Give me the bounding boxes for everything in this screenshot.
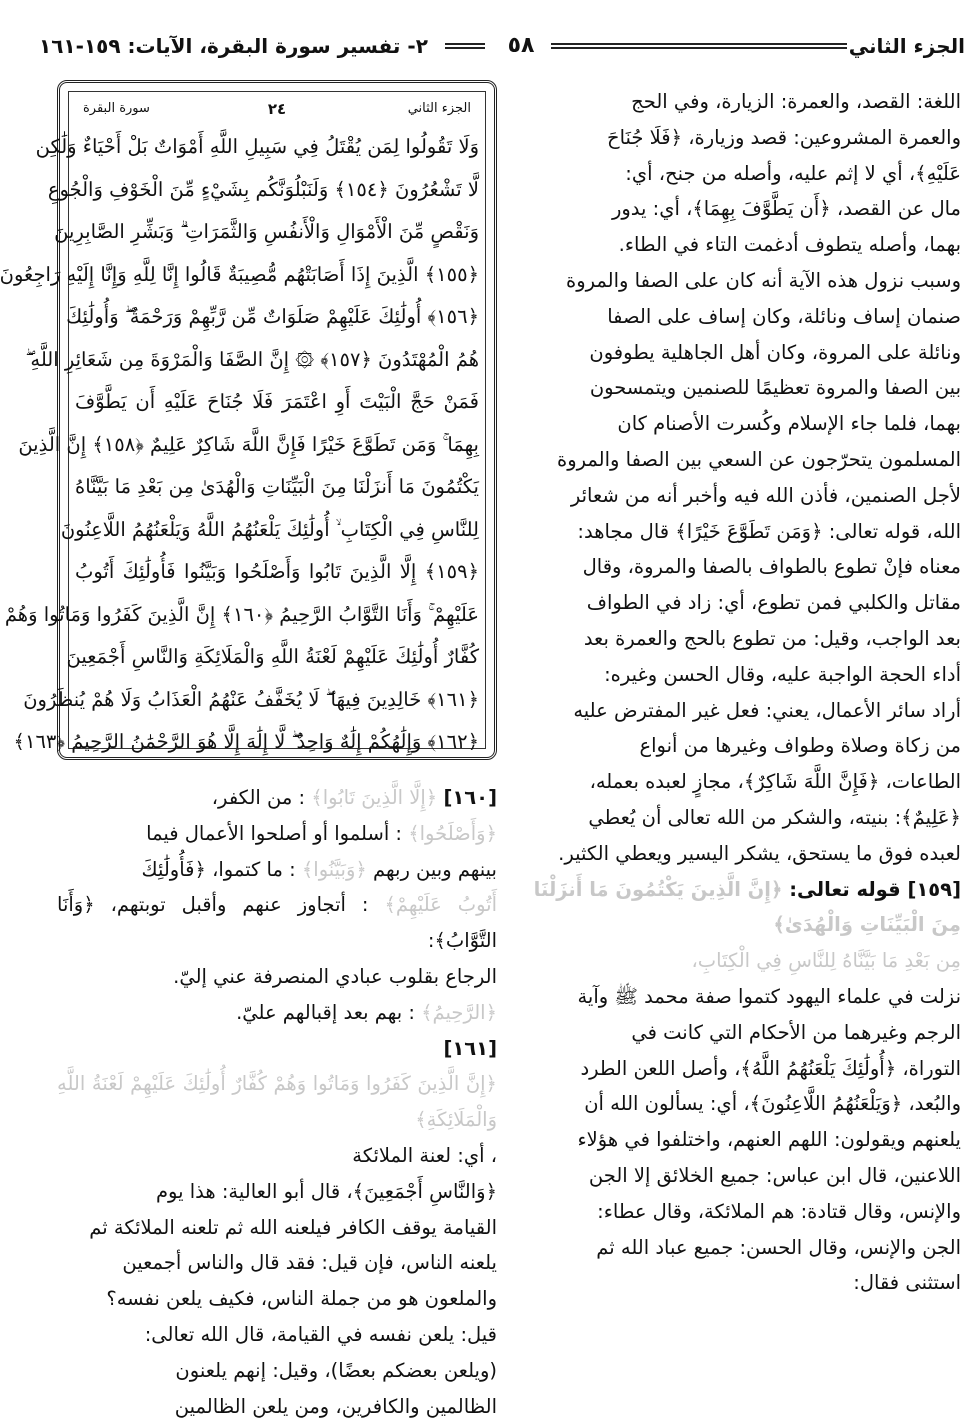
- verse-159-label: [١٥٩] قوله تعالى:: [789, 877, 961, 901]
- text-line: ﴿عَلِيمٌ﴾: بنيته، والشكر من الله تعالى أن يُعطي: [588, 805, 961, 829]
- commentary-left-column: [57, 780, 497, 1424]
- verse-160-line: [57, 816, 497, 852]
- quran-line: ﴿١٥٦﴾ أُولَٰئِكَ عَلَيْهِمْ صَلَوَاتٌ مِّن رَّبِّهِمْ وَرَحْمَةٌ ۖ وَأُولَٰئِكَ: [66, 305, 479, 328]
- text-line: اللاعنين، قال ابن عباس: جميع الخلائق إلا الجن: [588, 1163, 961, 1187]
- mushaf-page-number: ٢٤: [267, 100, 287, 118]
- verse-160-gloss: : من الكفر،: [211, 786, 306, 809]
- text-line: بعد الواجب، وقيل: من تطوع بالحج والعمرة بعد: [583, 626, 961, 650]
- verse-160-gloss: : أسلموا أو أصلحوا الأعمال فيما: [146, 821, 403, 845]
- text-line: وسبب نزول هذه الآية أنه كان على الصفا والمروة: [565, 268, 961, 292]
- quran-line: عَلَيْهِمْ ۚ وَأَنَا التَّوَّابُ الرَّحِيمُ ﴿١٦٠﴾ إِنَّ الَّذِينَ كَفَرُوا وَمَاتُوا وَهُمْ: [4, 602, 479, 626]
- verse-160-line: [57, 780, 497, 816]
- verse-159-heading: [513, 872, 961, 944]
- verse-160-line: [57, 852, 497, 888]
- text-line: ونائلة على المروة، وكان أهل الجاهلية يطوفون: [589, 340, 961, 364]
- mushaf-surah-label: سورة البقرة: [83, 101, 150, 116]
- mushaf-juz-label: الجزء الثاني: [407, 101, 471, 116]
- text-line: لأجل الصنمين، فأذن الله فيه وأخبر أنه من شعائر: [570, 483, 961, 507]
- page-number: ٥٨: [507, 33, 535, 58]
- text-line: يلعنه الناس، فإن قيل: فقد قال والناس أجمعين: [122, 1251, 497, 1275]
- commentary-right-column: [513, 84, 961, 1301]
- verse-160-gloss: : بهم بعد إقبالهم عليّ.: [236, 1000, 415, 1024]
- text-line: الطاعات، ﴿فَإِنَّ اللَّهَ شَاكِرٌ﴾، مجازٍ لعبده بعمله،: [589, 770, 961, 794]
- verse-160-line: [57, 887, 497, 959]
- text-line: والملعون هو من جملة الناس، فكيف يلعن نفسه؟: [106, 1287, 497, 1311]
- text-line: والإنس، وقال قتادة: هم الملائكة، وقال عطاء:: [597, 1199, 961, 1223]
- quran-line: وَنَقْصٍ مِّنَ الْأَمْوَالِ وَالْأَنفُسِ وَالثَّمَرَاتِ ۗ وَبَشِّرِ الصَّابِرِينَ: [54, 220, 479, 243]
- quran-line: وَلَا تَقُولُوا لِمَن يُقْتَلُ فِي سَبِيلِ اللَّهِ أَمْوَاتٌ بَلْ أَحْيَاءٌ وَلَٰكِن: [35, 135, 479, 158]
- verse-160-faint-text: ﴿وَبَيَّنُوا﴾: [301, 857, 367, 881]
- text-line: بين الصفا والمروة تعظيمًا للصنمين ويتمسحون: [589, 376, 961, 400]
- mushaf-header: [79, 98, 475, 120]
- mushaf-page-box: [0, 80, 497, 760]
- text-line: أراد سائر الأعمال، يعني: فعل غير المفترض عليه: [573, 698, 961, 722]
- text-line: الظالمين والكافرين، ومن يلعن الظالمين: [174, 1394, 497, 1418]
- quran-line: ﴿١٥٩﴾ إِلَّا الَّذِينَ تَابُوا وَأَصْلَحُوا وَبَيَّنُوا فَأُولَٰئِكَ أَتُوبُ: [75, 560, 479, 583]
- text-line: يلعنهم ويقولون: اللهم العنهم، واختلفوا في هؤلاء: [577, 1128, 961, 1152]
- text-line: القيامة يوقف الكافر فيلعنه الله ثم تلعنه الملائكة ثم: [89, 1215, 497, 1239]
- quran-line: ﴿١٦٢﴾ وَإِلَٰهُكُمْ إِلَٰهٌ وَاحِدٌ ۖ لَّا إِلَٰهَ إِلَّا هُوَ الرَّحْمَٰنُ الرَّحِيمُ ﴿١٦٣﴾: [13, 730, 479, 753]
- verse-160-label: [١٦٠]: [443, 786, 497, 809]
- header-rule: [551, 43, 847, 49]
- text-line: من زكاة وصلاة وطواف وغيرها من أنواع: [639, 734, 961, 758]
- text-line: بهما، وأصله يتطوف أدغمت التاء في الطاء.: [618, 233, 961, 257]
- text-line: ﴿وَالنَّاسِ أَجْمَعِينَ﴾، قال أبو العالية: هذا يوم: [155, 1179, 497, 1203]
- verse-161-label: [١٦١]: [443, 1036, 497, 1060]
- text-line: أداء الحجة الواجبة عليه، وقال الحسن وغيره:: [604, 662, 961, 686]
- mushaf-text: [0, 126, 479, 764]
- verse-159-faint-text: ﴿إِنَّ الَّذِينَ يَكْتُمُونَ مَا أَنزَلْنَا مِنَ الْبَيِّنَاتِ وَالْهُدَىٰ﴾: [533, 877, 961, 937]
- text-line: استثنى فقال:: [853, 1271, 961, 1295]
- verse-160-gloss: بينهم وبين ربهم: [373, 857, 497, 881]
- text-line: قيل: يلعن نفسه في القيامة، قال الله تعالى:: [144, 1322, 497, 1346]
- verse-161-faint-text: ﴿إِنَّ الَّذِينَ كَفَرُوا وَمَاتُوا وَهُمْ كُفَّارٌ أُولَٰئِكَ عَلَيْهِمْ لَعْنَةُ اللَّهِ وَالْمَلَائِكَةِ﴾: [57, 1072, 497, 1132]
- quran-line: ﴿١٦١﴾ خَالِدِينَ فِيهَا ۖ لَا يُخَفَّفُ عَنْهُمُ الْعَذَابُ وَلَا هُمْ يُنظَرُونَ: [23, 687, 479, 711]
- verse-160-faint-text: ﴿الرَّحِيمُ﴾: [421, 1000, 497, 1024]
- text-line: الرجم وغيرهما من الأحكام التي كانت في: [631, 1020, 961, 1044]
- text-line: لعبده فوق ما يستحق، يشكر اليسير ويعطي الكثير.: [558, 841, 961, 865]
- text-line: مال عن القصد، ﴿أَن يَطَّوَّفَ بِهِمَا﴾، أي: يدور: [611, 197, 961, 221]
- verse-159-faint-line: مِن بَعْدِ مَا بَيَّنَّاهُ لِلنَّاسِ فِي الْكِتَابِ،: [691, 949, 961, 973]
- text-line: عَلَيْهِ﴾، أي لا إثم عليه، وأصله من جنح، أي:: [625, 161, 961, 185]
- quran-line: ﴿١٥٥﴾ الَّذِينَ إِذَا أَصَابَتْهُم مُّصِيبَةٌ قَالُوا إِنَّا لِلَّهِ وَإِنَّا إِلَيْهِ رَاجِعُونَ: [0, 262, 479, 286]
- text-line: الجن والإنس، وقال الحسن: جميع عباد الله ثم: [596, 1235, 961, 1259]
- text-line: التوراة، ﴿أُولَٰئِكَ يَلْعَنُهُمُ اللَّهُ﴾، وأصل اللعن الطرد: [580, 1056, 961, 1080]
- text-line: والبُعد، ﴿وَيَلْعَنُهُمُ اللَّاعِنُونَ﴾، أي: يسألون الله أن: [584, 1092, 961, 1116]
- quran-line: فَمَنْ حَجَّ الْبَيْتَ أَوِ اعْتَمَرَ فَلَا جُنَاحَ عَلَيْهِ أَن يَطَّوَّفَ: [75, 390, 479, 413]
- quran-line: كُفَّارٌ أُولَٰئِكَ عَلَيْهِمْ لَعْنَةُ اللَّهِ وَالْمَلَائِكَةِ وَالنَّاسِ أَجْمَعِينَ: [66, 645, 479, 668]
- verse-160-faint-text: ﴿وَأَصْلَحُوا﴾: [408, 821, 497, 845]
- verse-160-gloss: : أتجاوز عنهم وأقبل توبتهم، ﴿وَأَنَا التَّوَّابُ﴾:: [57, 893, 497, 953]
- quran-line: لِلنَّاسِ فِي الْكِتَابِ ۙ أُولَٰئِكَ يَلْعَنُهُمُ اللَّهُ وَيَلْعَنُهُمُ اللَّاعِنُونَ: [60, 517, 479, 541]
- text-line: المسلمون يتحرّجون عن السعي بين الصفا والمروة: [556, 447, 961, 471]
- verse-160-gloss: : ما كتموا، ﴿فَأُولَٰئِكَ: [141, 857, 296, 881]
- text-line: معناه فإنْ تطوع بالطواف بالصفا والمروة، وقال: [582, 555, 961, 579]
- text-line: (ويلعن بعضكم بعضًا)، وقيل: إنهم يلعنون: [175, 1358, 497, 1382]
- text-line: بهما، فلما جاء الإسلام وكُسرت الأصنام كان: [617, 412, 961, 436]
- header-rule: [445, 43, 485, 49]
- verse-161-gloss: ، أي: لعنة الملائكة: [352, 1143, 497, 1167]
- text-line: والعمرة المشروعين: قصد وزيارة، ﴿فَلَا جُنَاحَ: [606, 125, 961, 149]
- text-line: نزلت في علماء اليهود كتموا صفة محمد ﷺ وآية: [577, 984, 961, 1008]
- quran-line: هُمُ الْمُهْتَدُونَ ﴿١٥٧﴾ ۞ إِنَّ الصَّفَا وَالْمَرْوَةَ مِن شَعَائِرِ اللَّهِ ۖ: [25, 347, 479, 371]
- text-line: صنمان إساف ونائلة، وكان إساف على الصفا: [607, 304, 961, 328]
- verse-161-line: [57, 1031, 497, 1067]
- page-header: [39, 30, 965, 62]
- quran-line: يَكْتُمُونَ مَا أَنزَلْنَا مِنَ الْبَيِّنَاتِ وَالْهُدَىٰ مِن بَعْدِ مَا بَيَّنَّاهُ: [75, 475, 479, 498]
- mushaf-inner-frame: [0, 91, 486, 753]
- quran-line: بِهِمَا ۚ وَمَن تَطَوَّعَ خَيْرًا فَإِنَّ اللَّهَ شَاكِرٌ عَلِيمٌ ﴿١٥٨﴾ إِنَّ الَّذِينَ: [18, 432, 479, 456]
- verse-160-line: الرجاع بقلوب عبادي المنصرفة عني إليّ.: [173, 964, 497, 988]
- quran-line: لَّا تَشْعُرُونَ ﴿١٥٤﴾ وَلَنَبْلُوَنَّكُم بِشَيْءٍ مِّنَ الْخَوْفِ وَالْجُوعِ: [47, 177, 479, 201]
- text-line: مقاتل والكلبي فمن تطوع، أي: زاد في الطواف: [586, 591, 961, 615]
- text-line: الله، قوله تعالى: ﴿وَمَن تَطَوَّعَ خَيْرًا﴾ قال مجاهد:: [577, 519, 961, 543]
- running-head-part: الجزء الثاني: [848, 34, 965, 58]
- running-head-title: ٢- تفسير سورة البقرة، الآيات: ١٥٩-١٦١: [39, 34, 428, 58]
- verse-160-line: [57, 995, 497, 1031]
- verse-160-faint-text: أَتُوبُ عَلَيْهِمْ﴾: [384, 893, 498, 917]
- verse-160-faint-text: ﴿إِلَّا الَّذِينَ تَابُوا﴾: [311, 786, 438, 809]
- text-line: اللغة: القصد، والعمرة: الزيارة، وفي الحج: [631, 90, 961, 113]
